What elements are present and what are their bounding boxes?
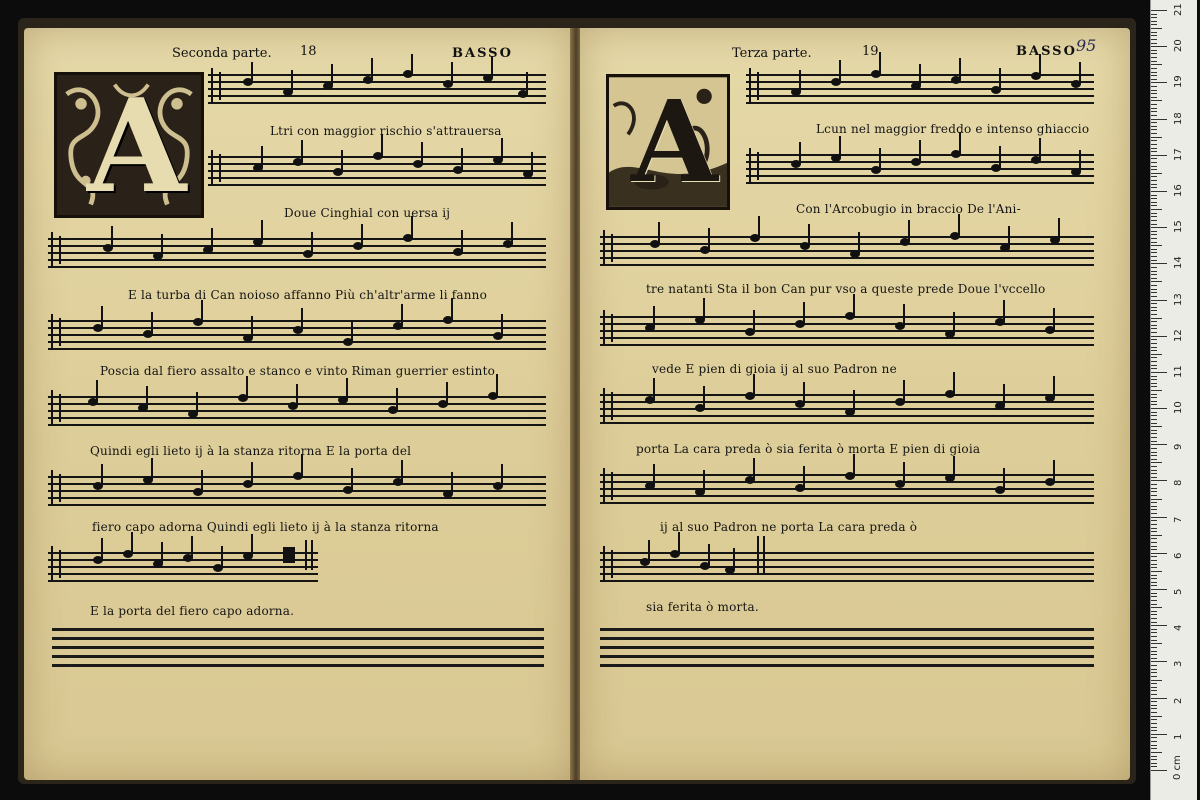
ruler-tick <box>1151 289 1157 290</box>
left-staff-1 <box>208 74 546 104</box>
ruler-tick <box>1151 227 1167 228</box>
ruler-tick <box>1151 155 1167 156</box>
ruler-tick <box>1151 191 1167 192</box>
ruler-tick <box>1151 683 1157 684</box>
ruler-tick <box>1151 430 1157 431</box>
ruler-number: 9 <box>1173 443 1184 451</box>
ruler-tick <box>1151 423 1157 424</box>
ruler-number: 21 <box>1173 3 1184 16</box>
ruler-tick <box>1151 665 1157 666</box>
ruler-tick <box>1151 61 1157 62</box>
left-lyric-6: fiero capo adorna Quindi egli lieto ij à la stanza ritorna <box>92 520 439 534</box>
left-lyric-2: Doue Cinghial con uersa ij <box>284 206 451 220</box>
ruler-number: 5 <box>1173 588 1184 596</box>
left-staff-3 <box>48 238 546 268</box>
ruler-tick <box>1151 622 1157 623</box>
left-staff-5 <box>48 396 546 426</box>
ruler-number: 14 <box>1173 256 1184 270</box>
ruler-tick <box>1151 173 1162 174</box>
ruler-tick <box>1151 35 1157 36</box>
ruler-tick <box>1151 256 1157 257</box>
ruler-tick <box>1151 734 1167 735</box>
ruler-number: 12 <box>1173 328 1184 342</box>
ruler-tick <box>1151 752 1162 753</box>
ruler-tick <box>1151 712 1157 713</box>
ruler-tick <box>1151 14 1157 15</box>
right-running-head: Terza parte. <box>732 46 812 61</box>
right-staff-1 <box>746 74 1094 104</box>
ruler-tick <box>1151 180 1157 181</box>
ruler-tick <box>1151 614 1157 615</box>
ruler-tick <box>1151 390 1162 391</box>
ruler-tick <box>1151 343 1157 344</box>
ruler-tick <box>1151 632 1157 633</box>
ruler-tick <box>1151 694 1157 695</box>
left-staff-2 <box>208 156 546 186</box>
ruler-tick <box>1151 770 1167 771</box>
ruler-tick <box>1151 17 1157 18</box>
ruler-number: 10 <box>1173 401 1184 415</box>
ruler-tick <box>1151 202 1157 203</box>
ruler-number: 6 <box>1173 552 1184 559</box>
right-staff-2 <box>746 154 1094 184</box>
ruler-tick <box>1151 412 1157 413</box>
ruler-tick <box>1151 636 1157 637</box>
ruler-tick <box>1151 90 1157 91</box>
ruler-tick <box>1151 129 1157 130</box>
ruler-tick <box>1151 93 1157 94</box>
ruler-tick <box>1151 672 1157 673</box>
ruler-tick <box>1151 549 1157 550</box>
right-voice-label: BASSO <box>1016 44 1077 59</box>
ruler-tick <box>1151 763 1157 764</box>
ruler-tick <box>1151 484 1157 485</box>
ruler-tick <box>1151 108 1157 109</box>
ruler-tick <box>1151 176 1157 177</box>
ruler-number: 3 <box>1173 661 1184 668</box>
ruler-tick <box>1151 542 1157 543</box>
right-lyric-3: tre natanti Sta il bon Can pur vso a queste prede Doue l'vccello <box>646 282 1046 296</box>
ruler-tick <box>1151 209 1162 210</box>
ruler-tick <box>1151 705 1157 706</box>
ruler-tick <box>1151 611 1157 612</box>
ruler-tick <box>1151 292 1157 293</box>
ruler-tick <box>1151 567 1157 568</box>
ruler-tick <box>1151 585 1157 586</box>
ruler-tick <box>1151 571 1162 572</box>
ruler-tick <box>1151 274 1157 275</box>
ruler-tick <box>1151 184 1157 185</box>
ruler-tick <box>1151 271 1157 272</box>
ruler-tick <box>1151 730 1157 731</box>
left-initial-letter: A <box>87 72 187 222</box>
ruler-tick <box>1151 231 1157 232</box>
ruler-tick <box>1151 708 1157 709</box>
ruler-tick <box>1151 300 1167 301</box>
ruler-tick <box>1151 528 1157 529</box>
ruler-tick <box>1151 166 1157 167</box>
ruler-number: 16 <box>1173 184 1184 197</box>
ruler-tick <box>1151 386 1157 387</box>
ruler-tick <box>1151 213 1157 214</box>
ruler-tick <box>1151 57 1157 58</box>
ruler-number: 2 <box>1173 697 1184 704</box>
left-running-head: Seconda parte. <box>172 46 272 61</box>
ruler-tick <box>1151 46 1167 47</box>
ruler-tick <box>1151 260 1157 261</box>
ruler-tick <box>1151 82 1167 83</box>
ruler-tick <box>1151 470 1157 471</box>
left-lyric-7: E la porta del fiero capo adorna. <box>90 604 295 618</box>
ruler-tick <box>1151 716 1162 717</box>
ruler-tick <box>1151 480 1167 481</box>
right-blank-staff <box>600 628 1094 668</box>
ruler-tick <box>1151 242 1157 243</box>
ruler-tick <box>1151 477 1157 478</box>
ruler-tick <box>1151 444 1167 445</box>
ruler-tick <box>1151 140 1157 141</box>
right-staff-4 <box>600 316 1094 346</box>
ruler-tick <box>1151 361 1157 362</box>
ruler-tick <box>1151 582 1157 583</box>
ruler-tick <box>1151 509 1157 510</box>
ruler-tick <box>1151 24 1157 25</box>
ruler-tick <box>1151 488 1157 489</box>
ruler-number: 15 <box>1173 220 1184 234</box>
ruler-tick <box>1151 169 1157 170</box>
ruler-tick <box>1151 347 1157 348</box>
ruler-tick <box>1151 281 1162 282</box>
ruler-tick <box>1151 350 1157 351</box>
ruler-tick <box>1151 578 1157 579</box>
ruler-tick <box>1151 68 1157 69</box>
right-staff-5 <box>600 394 1094 424</box>
left-lyric-1: Ltri con maggior rischio s'attrauersa <box>270 124 502 138</box>
ruler-tick <box>1151 502 1157 503</box>
ruler-tick <box>1151 39 1157 40</box>
ruler-number: 17 <box>1173 148 1184 161</box>
ruler-tick <box>1151 133 1157 134</box>
left-voice-label: BASSO <box>452 46 513 61</box>
left-lyric-4: Poscia dal fiero assalto e stanco e vinto Riman guerrier estinto <box>100 364 496 378</box>
ruler-tick <box>1151 263 1167 264</box>
ruler-tick <box>1151 21 1157 22</box>
ruler-tick <box>1151 28 1162 29</box>
ruler-tick <box>1151 546 1157 547</box>
ruler-tick <box>1151 640 1157 641</box>
ruler-tick <box>1151 303 1157 304</box>
ruler-tick <box>1151 560 1157 561</box>
ruler-number: 13 <box>1173 292 1184 306</box>
ruler-tick <box>1151 296 1157 297</box>
ruler-tick <box>1151 618 1157 619</box>
left-lyric-3: E la turba di Can noioso affanno Più ch'altr'arme li fanno <box>128 288 488 302</box>
ruler-tick <box>1151 727 1157 728</box>
ruler-tick <box>1151 698 1167 699</box>
ruler-tick <box>1151 499 1162 500</box>
ruler-tick <box>1151 368 1157 369</box>
ruler-tick <box>1151 647 1157 648</box>
ruler-tick <box>1151 158 1157 159</box>
ruler-tick <box>1151 86 1157 87</box>
ruler-number: 7 <box>1173 516 1184 523</box>
ruler-tick <box>1151 162 1157 163</box>
ruler-tick <box>1151 267 1157 268</box>
left-staff-6 <box>48 476 546 506</box>
ruler-tick <box>1151 325 1157 326</box>
left-lyric-5: Quindi egli lieto ij à la stanza ritorna E la porta del <box>90 444 412 458</box>
ruler-tick <box>1151 520 1157 521</box>
ruler-tick <box>1151 491 1157 492</box>
ruler-tick <box>1151 604 1157 605</box>
ruler-tick <box>1151 651 1157 652</box>
ruler-tick <box>1151 332 1157 333</box>
ruler-tick <box>1151 419 1157 420</box>
ruler-tick <box>1151 238 1157 239</box>
ruler-tick <box>1151 115 1157 116</box>
ruler-tick <box>1151 589 1167 590</box>
right-staff-7 <box>600 552 1094 582</box>
ruler-tick <box>1151 119 1167 120</box>
ruler-tick <box>1151 455 1157 456</box>
right-staff-3 <box>600 236 1094 266</box>
ruler-tick <box>1151 252 1157 253</box>
ruler-number: 18 <box>1173 111 1184 125</box>
ruler-number: 1 <box>1173 733 1184 740</box>
right-lyric-7: sia ferita ò morta. <box>646 600 759 614</box>
ruler-tick <box>1151 357 1157 358</box>
ruler-tick <box>1151 104 1157 105</box>
ruler-tick <box>1151 97 1157 98</box>
ruler-tick <box>1151 278 1157 279</box>
ruler-tick <box>1151 473 1157 474</box>
ruler-number: 19 <box>1173 75 1184 89</box>
ruler-tick <box>1151 680 1162 681</box>
ruler-tick <box>1151 408 1167 409</box>
ruler-tick <box>1151 701 1157 702</box>
ruler-tick <box>1151 564 1157 565</box>
ruler-tick <box>1151 234 1157 235</box>
ruler-tick <box>1151 759 1157 760</box>
ruler-tick <box>1151 100 1162 101</box>
ruler-tick <box>1151 466 1157 467</box>
ruler-tick <box>1151 50 1157 51</box>
ruler-tick <box>1151 741 1157 742</box>
ruler-tick <box>1151 676 1157 677</box>
ruler-tick <box>1151 220 1157 221</box>
ruler-tick <box>1151 401 1157 402</box>
left-page-number: 18 <box>300 44 317 59</box>
ruler-tick <box>1151 687 1157 688</box>
ruler-tick <box>1151 661 1167 662</box>
ruler-tick <box>1151 122 1157 123</box>
ruler-tick <box>1151 553 1167 554</box>
ruler-tick <box>1151 336 1167 337</box>
ruler-tick <box>1151 433 1157 434</box>
ruler-tick <box>1151 556 1157 557</box>
ruler-tick <box>1151 531 1157 532</box>
ruler-tick <box>1151 79 1157 80</box>
ruler-tick <box>1151 187 1157 188</box>
ruler-tick <box>1151 151 1157 152</box>
right-lyric-2: Con l'Arcobugio in braccio De l'Ani- <box>796 202 1021 216</box>
ruler-tick <box>1151 437 1157 438</box>
ruler-tick <box>1151 766 1157 767</box>
ruler-tick <box>1151 690 1157 691</box>
ruler-tick <box>1151 404 1157 405</box>
ruler-tick <box>1151 669 1157 670</box>
folio-number: 95 <box>1076 36 1097 55</box>
ruler-tick <box>1151 148 1157 149</box>
left-blank-staff <box>52 628 544 668</box>
ruler-tick <box>1151 415 1157 416</box>
ruler-tick <box>1151 596 1157 597</box>
ruler-tick <box>1151 314 1157 315</box>
ruler-tick <box>1151 452 1157 453</box>
ruler-tick <box>1151 495 1157 496</box>
right-staff-6 <box>600 474 1094 504</box>
ruler-tick <box>1151 372 1167 373</box>
left-staff-7 <box>48 552 318 582</box>
ruler-tick <box>1151 719 1157 720</box>
measuring-ruler <box>1150 0 1197 800</box>
right-lyric-1: Lcun nel maggior freddo e intenso ghiaccio <box>816 122 1090 136</box>
ruler-tick <box>1151 53 1157 54</box>
ruler-tick <box>1151 285 1157 286</box>
ruler-tick <box>1151 216 1157 217</box>
ruler-tick <box>1151 195 1157 196</box>
ruler-tick <box>1151 643 1162 644</box>
ruler-tick <box>1151 365 1157 366</box>
right-lyric-5: porta La cara preda ò sia ferita ò morta E pien di gioia <box>636 442 981 456</box>
ruler-unit-label: 0 cm <box>1172 755 1183 780</box>
ruler-tick <box>1151 64 1162 65</box>
ruler-tick <box>1151 723 1157 724</box>
ruler-tick <box>1151 394 1157 395</box>
ruler-tick <box>1151 224 1157 225</box>
ruler-tick <box>1151 126 1157 127</box>
ruler-tick <box>1151 376 1157 377</box>
ruler-tick <box>1151 339 1157 340</box>
ruler-number: 4 <box>1173 624 1184 632</box>
ruler-tick <box>1151 198 1157 199</box>
ruler-tick <box>1151 75 1157 76</box>
ruler-tick <box>1151 397 1157 398</box>
ruler-tick <box>1151 506 1157 507</box>
ruler-tick <box>1151 328 1157 329</box>
right-lyric-6: ij al suo Padron ne porta La cara preda ò <box>660 520 918 534</box>
ruler-tick <box>1151 459 1157 460</box>
ruler-tick <box>1151 245 1162 246</box>
ruler-tick <box>1151 462 1162 463</box>
ruler-tick <box>1151 748 1157 749</box>
ruler-tick <box>1151 607 1162 608</box>
ruler-tick <box>1151 144 1157 145</box>
ruler-tick <box>1151 426 1162 427</box>
left-decorated-initial <box>54 72 204 222</box>
ruler-tick <box>1151 737 1157 738</box>
ruler-tick <box>1151 513 1157 514</box>
ruler-tick <box>1151 593 1157 594</box>
ruler-number: 11 <box>1173 365 1184 378</box>
ruler-tick <box>1151 625 1167 626</box>
ruler-tick <box>1151 321 1157 322</box>
ruler-tick <box>1151 310 1157 311</box>
ruler-number: 20 <box>1173 39 1184 53</box>
ruler-tick <box>1151 32 1157 33</box>
ruler-tick <box>1151 756 1157 757</box>
left-staff-4 <box>48 320 546 350</box>
ruler-tick <box>1151 307 1157 308</box>
ruler-tick <box>1151 137 1162 138</box>
ruler-tick <box>1151 654 1157 655</box>
ruler-tick <box>1151 249 1157 250</box>
ruler-tick <box>1151 745 1157 746</box>
ruler-tick <box>1151 658 1157 659</box>
right-initial-letter: A <box>631 77 718 208</box>
ruler-tick <box>1151 600 1157 601</box>
ruler-tick <box>1151 354 1162 355</box>
ruler-tick <box>1151 629 1157 630</box>
ruler-tick <box>1151 43 1157 44</box>
ruler-tick <box>1151 575 1157 576</box>
right-lyric-4: vede E pien di gioia ij al suo Padron ne <box>652 362 897 376</box>
ruler-tick <box>1151 318 1162 319</box>
ruler-tick <box>1151 111 1157 112</box>
right-decorated-initial <box>606 74 730 210</box>
ruler-number: 8 <box>1173 480 1184 487</box>
ruler-tick <box>1151 205 1157 206</box>
ruler-tick <box>1151 524 1157 525</box>
ruler-tick <box>1151 72 1157 73</box>
ruler-tick <box>1151 379 1157 380</box>
ruler-tick <box>1151 383 1157 384</box>
ruler-tick <box>1151 538 1157 539</box>
ruler-tick <box>1151 535 1162 536</box>
ruler-tick <box>1151 448 1157 449</box>
ruler-tick <box>1151 441 1157 442</box>
ruler-tick <box>1151 517 1167 518</box>
ruler-tick <box>1151 10 1167 11</box>
right-page-number: 19 <box>862 44 879 59</box>
